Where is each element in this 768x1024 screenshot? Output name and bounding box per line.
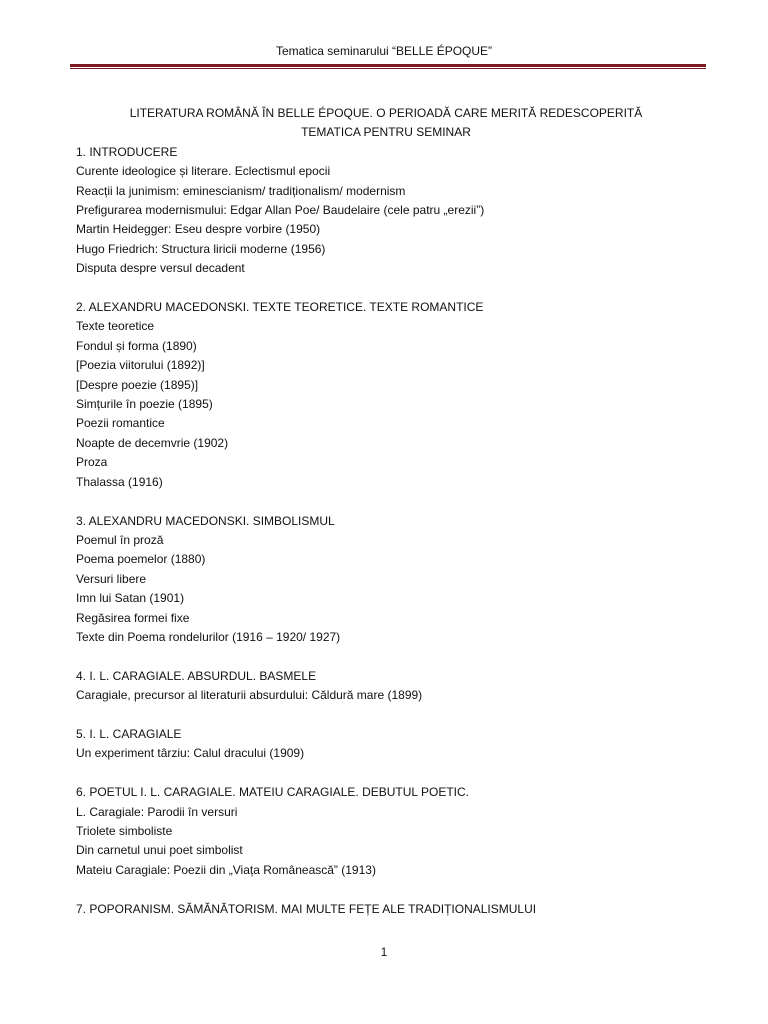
section-4 — [76, 647, 696, 705]
section-line: Thalassa (1916) — [76, 474, 163, 489]
section-spacer — [76, 880, 696, 899]
document-subtitle: TEMATICA PENTRU SEMINAR — [301, 125, 471, 140]
section-spacer — [76, 647, 696, 666]
section-heading: 6. POETUL I. L. CARAGIALE. MATEIU CARAGIALE. DEBUTUL POETIC. — [76, 785, 469, 800]
section-7 — [76, 880, 696, 919]
section-line: Din carnetul unui poet simbolist — [76, 843, 243, 858]
section-line: Reacții la junimism: eminescianism/ tradiționalism/ modernism — [76, 183, 406, 198]
section-heading: 2. ALEXANDRU MACEDONSKI. TEXTE TEORETICE. TEXTE ROMANTICE — [76, 300, 484, 315]
section-line: Un experiment târziu: Calul dracului (1909) — [76, 746, 305, 761]
section-3 — [76, 492, 696, 647]
running-header: Tematica seminarului “BELLE ÉPOQUE” — [275, 44, 493, 58]
section-1 — [76, 143, 696, 279]
section-heading: 4. I. L. CARAGIALE. ABSURDUL. BASMELE — [76, 668, 317, 683]
section-line: Curente ideologice și literare. Eclectismul epocii — [76, 164, 331, 179]
section-spacer — [76, 492, 696, 511]
section-line: Martin Heidegger: Eseu despre vorbire (1950) — [76, 222, 321, 237]
section-line: Noapte de decemvrie (1902) — [76, 435, 229, 450]
section-line: Texte din Poema rondelurilor (1916 – 1920/ 1927) — [76, 629, 341, 644]
section-line: Poemul în proză — [76, 532, 164, 547]
section-line: Prefigurarea modernismului: Edgar Allan Poe/ Baudelaire (cele patru „erezii”) — [76, 203, 485, 218]
section-spacer — [76, 764, 696, 783]
header-rule — [70, 64, 706, 69]
section-line: Fondul și forma (1890) — [76, 338, 197, 353]
section-line: L. Caragiale: Parodii în versuri — [76, 804, 238, 819]
page-number: 1 — [380, 945, 388, 959]
section-line: Caragiale, precursor al literaturii absurdului: Căldură mare (1899) — [76, 688, 423, 703]
section-heading: 5. I. L. CARAGIALE — [76, 726, 182, 741]
section-spacer — [76, 706, 696, 725]
section-line: Poema poemelor (1880) — [76, 552, 206, 567]
document-title: LITERATURA ROMÂNĂ ÎN BELLE ÉPOQUE. O PERIOADĂ CARE MERITĂ REDESCOPERITĂ — [129, 106, 643, 120]
section-line: [Despre poezie (1895)] — [76, 377, 199, 392]
section-line: Disputa despre versul decadent — [76, 261, 245, 276]
section-line: Hugo Friedrich: Structura liricii moderne (1956) — [76, 241, 326, 256]
sections-container — [76, 143, 696, 919]
section-line: Proza — [76, 455, 108, 470]
section-line: Mateiu Caragiale: Poezii din „Viața Românească” (1913) — [76, 862, 376, 877]
section-5 — [76, 706, 696, 764]
section-line: Simțurile în poezie (1895) — [76, 397, 213, 412]
section-line: Imn lui Satan (1901) — [76, 591, 185, 606]
section-6 — [76, 764, 696, 880]
section-line: Triolete simboliste — [76, 823, 173, 838]
section-line: [Poezia viitorului (1892)] — [76, 358, 205, 373]
section-spacer — [76, 279, 696, 298]
section-heading: 1. INTRODUCERE — [76, 144, 178, 159]
section-heading: 7. POPORANISM. SĂMĂNĂTORISM. MAI MULTE FEȚE ALE TRADIȚIONALISMULUI — [76, 901, 537, 916]
document-body — [76, 104, 696, 919]
section-line: Versuri libere — [76, 571, 147, 586]
section-line: Regăsirea formei fixe — [76, 610, 190, 625]
section-heading: 3. ALEXANDRU MACEDONSKI. SIMBOLISMUL — [76, 513, 335, 528]
section-line: Texte teoretice — [76, 319, 155, 334]
section-line: Poezii romantice — [76, 416, 165, 431]
section-2 — [76, 279, 696, 492]
